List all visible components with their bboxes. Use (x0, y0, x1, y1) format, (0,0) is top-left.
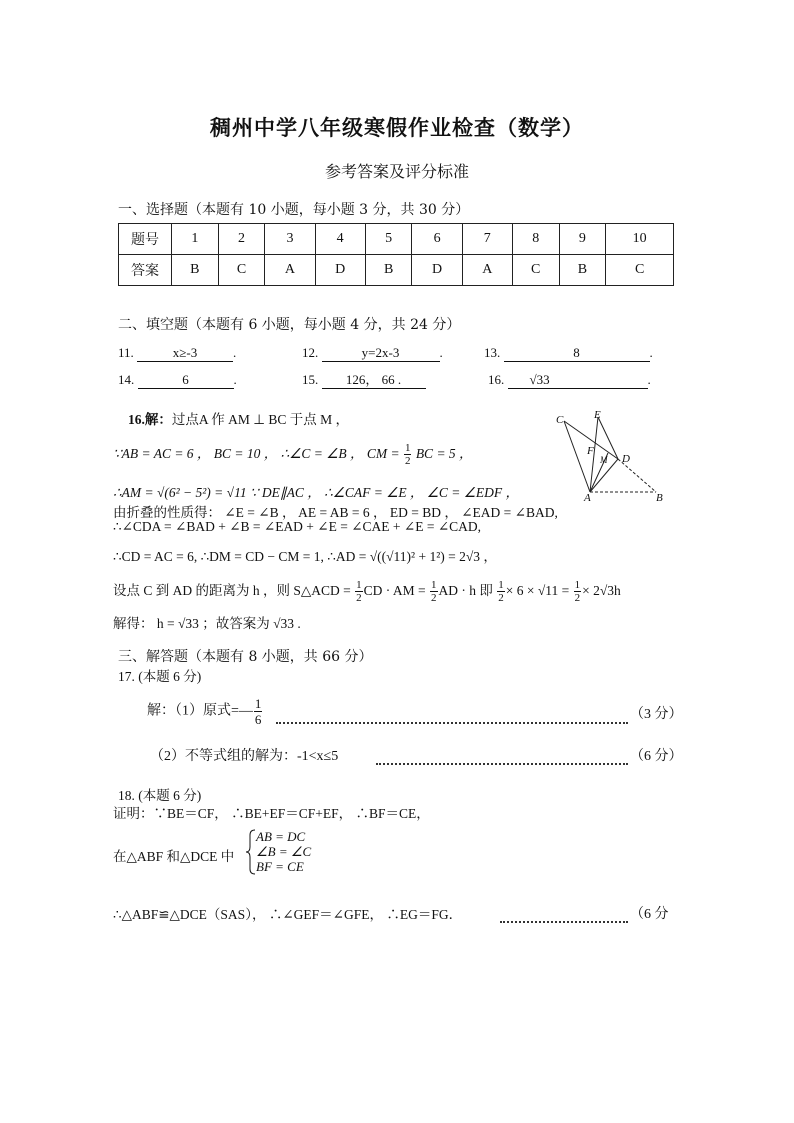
q18-score: （6 分 (630, 907, 669, 922)
q16-line6: 设点 C 到 AD 的距离为 h ，则 S△ACD = $\frac{1}{2}$ CD · AM = $\frac{1}{2}$ AD · h 即 $\frac{1}{2}$ × 6 × √11 = $\frac{1}{2}$ × 2√3h (113, 579, 621, 605)
q18-line3: ∴△ABF≌△DCE（SAS）， ∴∠GEF＝∠GFE， ∴EG＝FG． (113, 907, 463, 922)
table-row (119, 255, 674, 286)
fill-answer: √33 (508, 372, 648, 389)
q17-part2: （2）不等式组的解为：-1<x≤5 (150, 749, 339, 764)
answer-table (118, 223, 674, 286)
table-cell: C (218, 255, 265, 286)
table-cell: B (172, 255, 219, 286)
q18-line1: 证明：∵BE＝CF， ∴BE+EF＝CF+EF， ∴BF＝CE， (113, 806, 430, 821)
q17-part1: 解：（1）原式=— $\frac{1}{6}$ (147, 696, 262, 727)
fill-item-11: 11. x≥-3 . (118, 345, 237, 360)
section2-heading: 二、填空题（本题有 6 小题，每小题 4 分，共 24 分） (118, 317, 461, 333)
table-cell: C (512, 255, 559, 286)
table-cell: B (559, 255, 606, 286)
table-cell: 1 (172, 224, 219, 255)
table-cell: 2 (218, 224, 265, 255)
q16-line3: 由折叠的性质得： ∠E = ∠B ， AE = AB = 6 ， ED = BD ， ∠EAD = ∠BAD, (113, 505, 558, 520)
section1-heading: 一、选择题（本题有 10 小题，每小题 3 分，共 30 分） (118, 202, 470, 218)
table-cell: 6 (412, 224, 462, 255)
table-cell: 10 (606, 224, 674, 255)
table-row (119, 224, 674, 255)
label-D: D (622, 453, 630, 465)
table-cell: 7 (462, 224, 512, 255)
fill-answer: y=2x-3 (322, 345, 440, 362)
brace-icon (246, 829, 256, 875)
q16-line2: ∴AM = √(6² − 5²) = √11 ∵ DE∥AC ， ∴∠CAF = ∠E ， ∠C = ∠EDF ， (113, 485, 519, 500)
label-E: E (594, 409, 601, 421)
q16-intro: 16.解：过点A 作 AM ⊥ BC 于点 M ， (128, 412, 350, 427)
page-subtitle: 参考答案及评分标准 (324, 162, 469, 181)
table-cell: A (265, 255, 315, 286)
table-cell: 8 (512, 224, 559, 255)
geometry-diagram (548, 408, 674, 504)
equation-system: AB = DC ∠B = ∠C BF = CE (256, 829, 312, 874)
q16-line7: 解得： h = √33 ；故答案为 √33 . (113, 616, 301, 631)
fill-answer: 126， 66 . (322, 372, 426, 389)
q16-line5: ∴CD = AC = 6, ∴DM = CD − CM = 1, ∴AD = √((√11)² + 1²) = 2√3 ， (113, 549, 497, 564)
segment-ED (598, 417, 618, 459)
section3-heading: 三、解答题（本题有 8 小题，共 66 分） (118, 649, 373, 665)
fill-answer: 6 (138, 372, 234, 389)
fill-answer: x≥-3 (137, 345, 233, 362)
table-cell: 3 (265, 224, 315, 255)
table-cell: 4 (315, 224, 365, 255)
fill-item-14: 14. 6 . (118, 372, 237, 387)
dot-leader (372, 753, 624, 772)
q16-line4: ∴∠CDA = ∠BAD + ∠B = ∠EAD + ∠E = ∠CAE + ∠E = ∠CAD, (113, 519, 482, 534)
label-F: F (587, 445, 594, 457)
q18-line2-label: 在△ABF 和△DCE 中 (113, 849, 235, 864)
dot-leader (496, 911, 624, 930)
fill-item-15: 15. 126， 66 . (302, 372, 426, 389)
label-B: B (656, 492, 663, 504)
dot-leader (272, 712, 624, 731)
q18-title: 18. (本题 6 分) (118, 788, 202, 803)
page-title: 稠州中学八年级寒假作业检查（数学） (210, 115, 584, 140)
table-cell: A (462, 255, 512, 286)
table-cell: 9 (559, 224, 606, 255)
q17-part2-score: （6 分） (630, 749, 683, 764)
table-cell: B (365, 255, 412, 286)
label-A: A (584, 492, 591, 504)
q17-part1-score: （3 分） (630, 707, 683, 722)
table-cell: 5 (365, 224, 412, 255)
fill-answer: 8 (504, 345, 650, 362)
fraction-sixth: $\frac{1}{6}$ (254, 696, 262, 727)
fill-item-16: 16. √33 . (488, 372, 651, 387)
q16-line1: ∵AB = AC = 6 ， BC = 10 ， ∴∠C = ∠B ， CM = $\frac{1}{2}$ BC = 5 ， (113, 442, 473, 468)
fraction-half: $\frac{1}{2}$ (404, 442, 411, 468)
table-cell: D (412, 255, 462, 286)
table-cell: C (606, 255, 674, 286)
fill-item-13: 13. 8 . (484, 345, 653, 360)
row-label-question: 题号 (119, 224, 172, 255)
q17-title: 17. (本题 6 分) (118, 669, 202, 684)
label-C: C (556, 414, 564, 426)
table-cell: D (315, 255, 365, 286)
fill-item-12: 12. y=2x-3 . (302, 345, 443, 360)
label-M: M (600, 455, 608, 465)
row-label-answer: 答案 (119, 255, 172, 286)
